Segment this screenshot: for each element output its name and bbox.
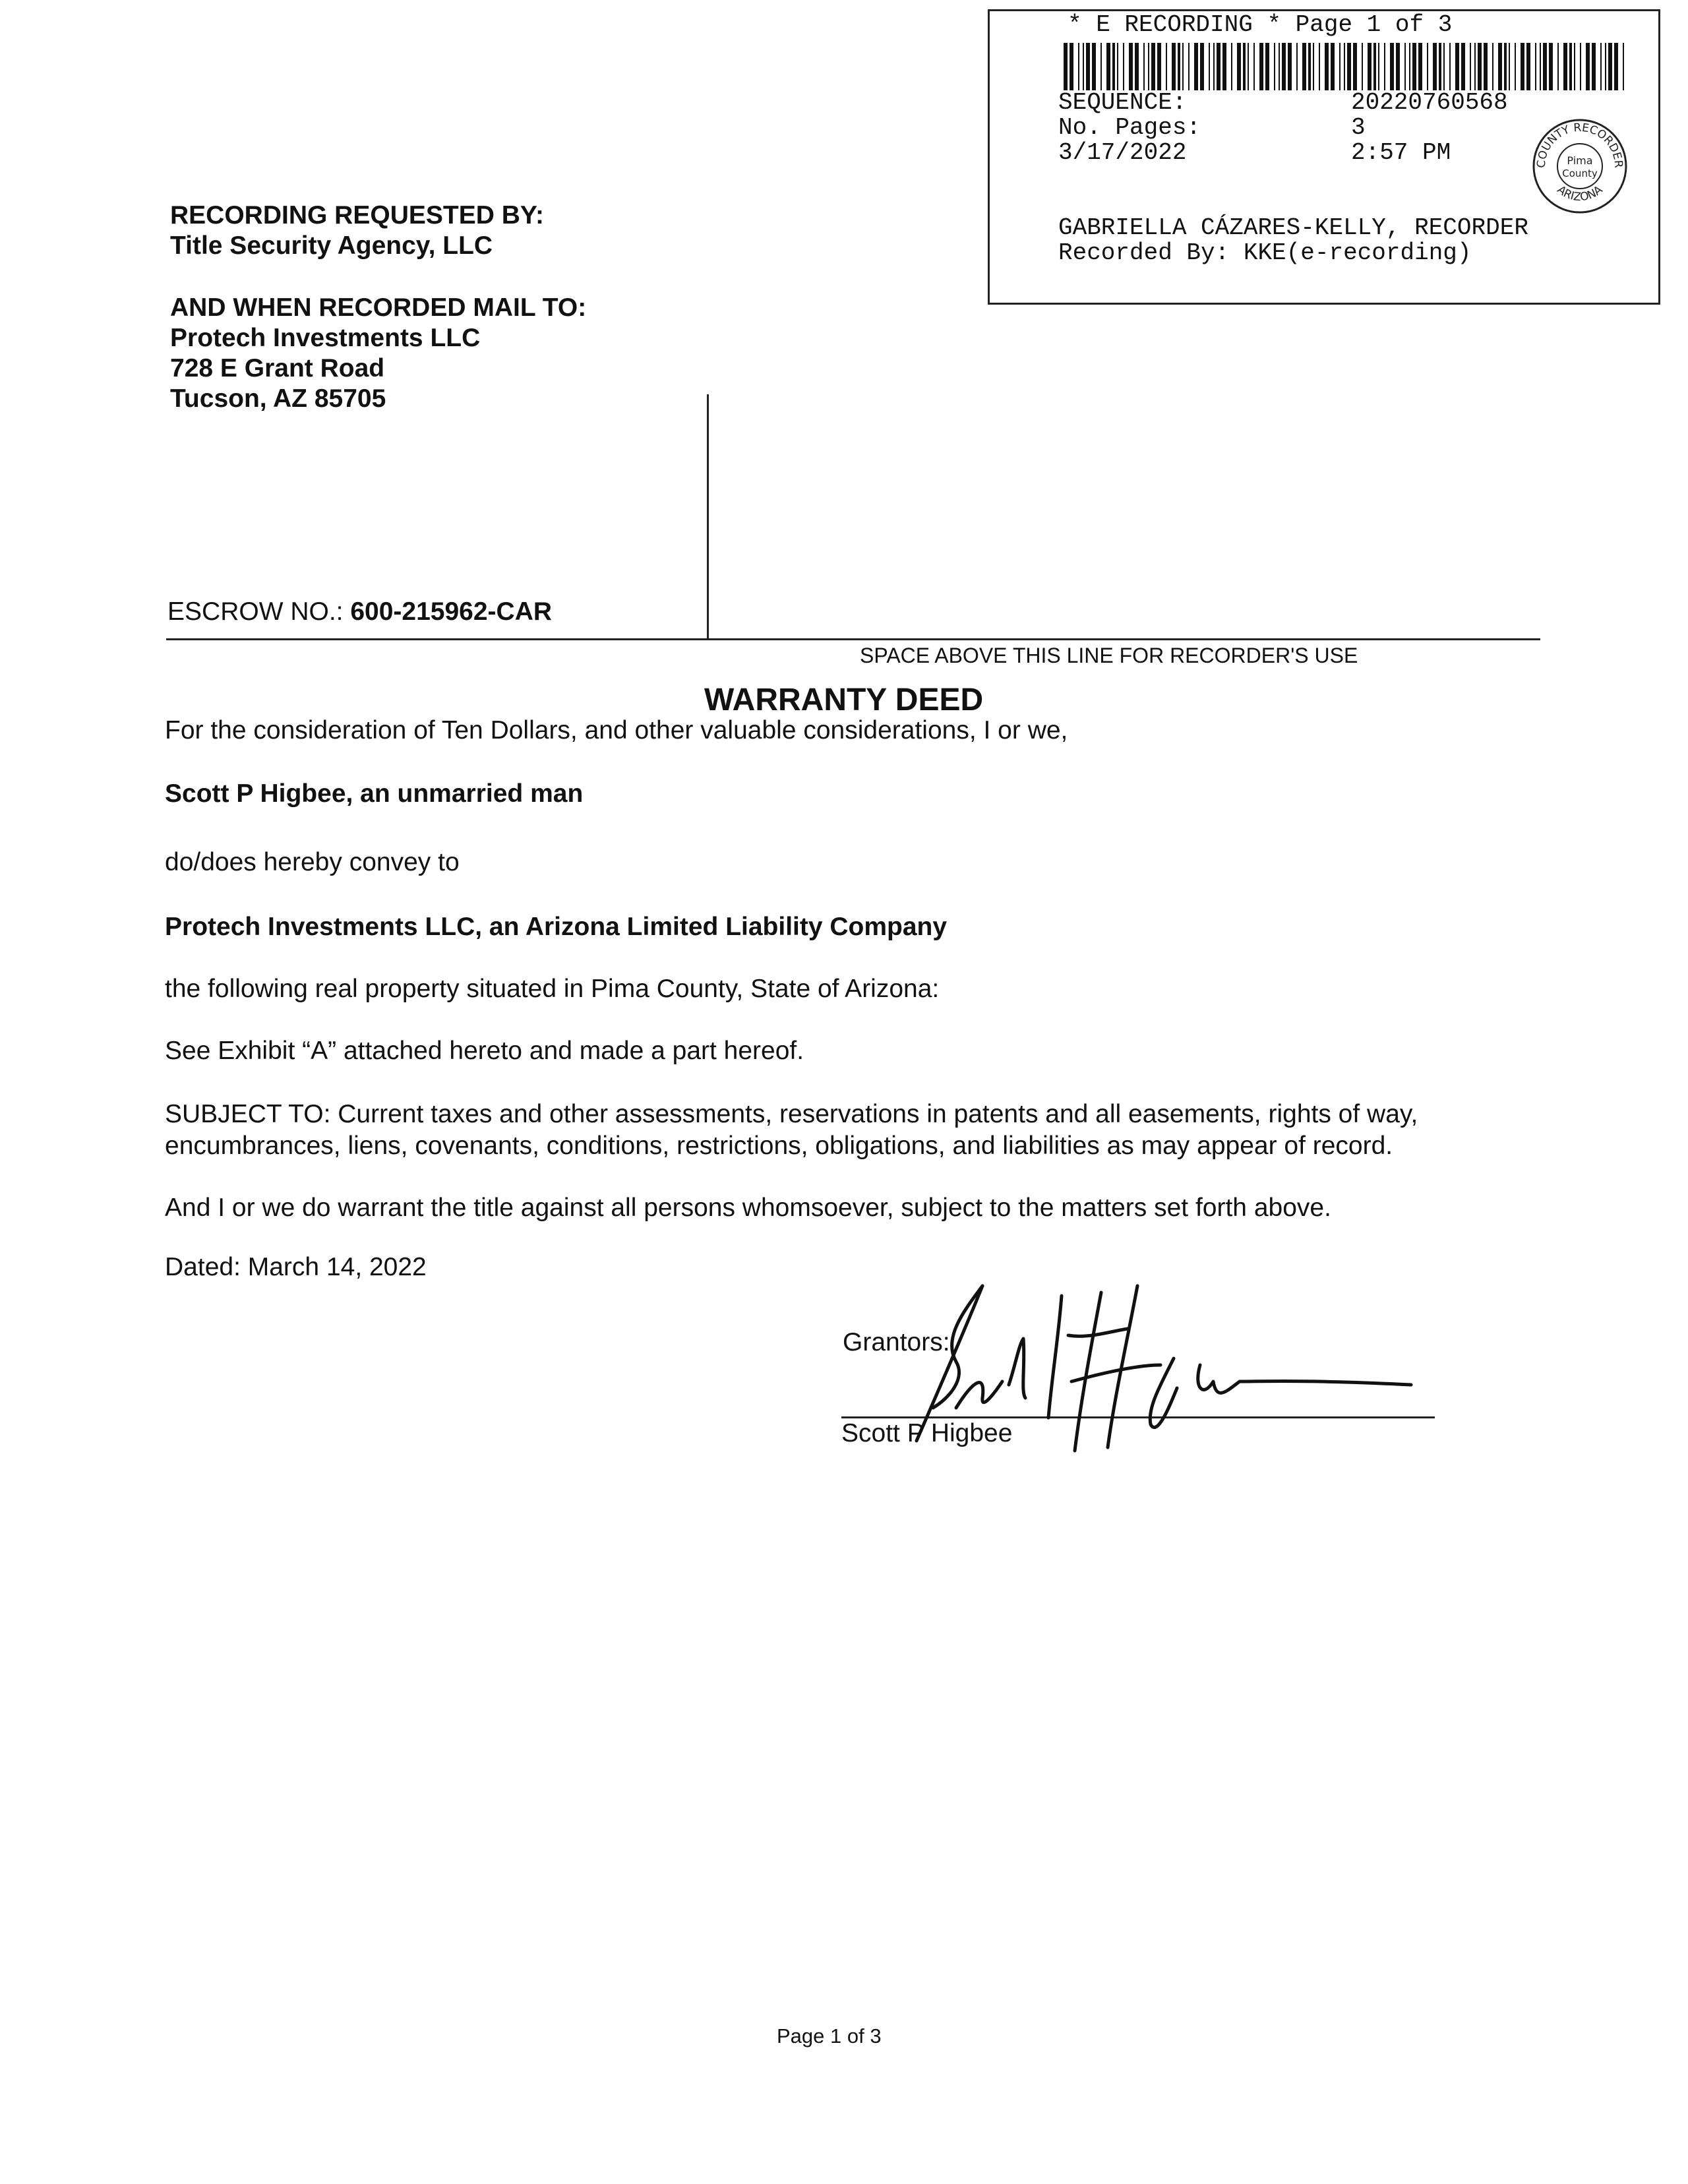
- barcode-bar: [1404, 43, 1406, 90]
- barcode-bar: [1100, 43, 1102, 90]
- barcode-bar: [1064, 43, 1068, 90]
- barcode-bar: [1296, 43, 1298, 90]
- barcode-bar: [1492, 43, 1493, 90]
- barcode-bar: [1151, 43, 1155, 90]
- escrow-line: [167, 597, 552, 626]
- barcode-bar: [1461, 43, 1465, 90]
- barcode-bar: [1347, 43, 1351, 90]
- escrow-number: 600-215962-CAR: [350, 597, 553, 626]
- exhibit-text: See Exhibit “A” attached hereto and made a part hereof.: [165, 1037, 804, 1065]
- seal-bottom-text: ARIZONA: [1554, 183, 1606, 204]
- property-text: the following real property situated in Pima County, State of Arizona:: [165, 975, 940, 1003]
- mail-to-name: Protech Investments LLC: [170, 324, 481, 352]
- barcode-bar: [1586, 43, 1590, 90]
- barcode-bar: [1222, 43, 1226, 90]
- barcode-bar: [1433, 43, 1437, 90]
- barcode-bar: [1265, 43, 1269, 90]
- barcode-bar: [1353, 43, 1357, 90]
- barcode-bar: [1339, 43, 1341, 90]
- escrow-label: ESCROW NO.:: [167, 597, 344, 626]
- barcode-bar: [1070, 43, 1073, 90]
- barcode-bar: [1557, 43, 1559, 90]
- consideration-text: For the consideration of Ten Dollars, and other valuable considerations, I or we,: [165, 716, 1068, 744]
- barcode-bar: [1078, 43, 1079, 90]
- barcode-bar: [1217, 43, 1221, 90]
- barcode-bar: [1443, 43, 1445, 90]
- barcode-bar: [1470, 43, 1471, 90]
- deed-title: WARRANTY DEED: [704, 682, 984, 717]
- barcode-bar: [1526, 43, 1530, 90]
- grantee-text: Protech Investments LLC, an Arizona Limited Liability Company: [165, 913, 948, 941]
- barcode-bar: [1188, 43, 1190, 90]
- barcode-bar: [1182, 43, 1184, 90]
- barcode-bar: [1455, 43, 1459, 90]
- dated-line: [165, 1253, 427, 1282]
- barcode-bar: [1540, 43, 1541, 90]
- barcode-bar: [1535, 43, 1536, 90]
- barcode-bar: [1259, 43, 1263, 90]
- county-seal-icon: [1530, 117, 1629, 216]
- barcode-bar: [1418, 43, 1422, 90]
- barcode-bar: [1439, 43, 1441, 90]
- pages-label: No. Pages:: [1058, 114, 1201, 141]
- barcode-bar: [1243, 43, 1246, 90]
- barcode-bar: [1148, 43, 1149, 90]
- barcode-bar: [1086, 43, 1090, 90]
- barcode-bar: [1344, 43, 1345, 90]
- barcode-bar: [1302, 43, 1306, 90]
- barcode-bar: [1282, 43, 1286, 90]
- barcode-bar: [1504, 43, 1507, 90]
- barcode-bar: [1288, 43, 1292, 90]
- barcode-bar: [1605, 43, 1606, 90]
- barcode-bar: [1563, 43, 1567, 90]
- barcode-bar: [1569, 43, 1572, 90]
- barcode-bar: [1574, 43, 1575, 90]
- barcode-bar: [1209, 43, 1210, 90]
- recorder-space-rule: [166, 638, 1540, 640]
- barcode-bar: [1237, 43, 1241, 90]
- stamp-title: * E RECORDING * Page 1 of 3: [1068, 11, 1453, 38]
- barcode-bar: [1543, 43, 1547, 90]
- barcode-bar: [1172, 43, 1176, 90]
- barcode-bar: [1498, 43, 1502, 90]
- barcode-bar: [1200, 43, 1204, 90]
- recorded-by: Recorded By: KKE(e-recording): [1058, 239, 1472, 266]
- pages-value: 3: [1351, 114, 1366, 141]
- barcode-bar: [1412, 43, 1416, 90]
- recorder-name: GABRIELLA CÁZARES-KELLY, RECORDER: [1058, 214, 1528, 241]
- barcode-bar: [1112, 43, 1115, 90]
- requested-by-label: RECORDING REQUESTED BY:: [170, 201, 544, 229]
- barcode-bar: [1373, 43, 1376, 90]
- barcode-bar: [1313, 43, 1314, 90]
- barcode-bar: [1166, 43, 1167, 90]
- barcode-bar: [1331, 43, 1335, 90]
- barcode-bar: [1478, 43, 1482, 90]
- barcode-bar: [1248, 43, 1249, 90]
- barcode-bar: [1396, 43, 1400, 90]
- barcode-bar: [1378, 43, 1379, 90]
- barcode-bar: [1274, 43, 1275, 90]
- barcode-bar: [1368, 43, 1372, 90]
- barcode-bar: [1143, 43, 1145, 90]
- barcode-bar: [1608, 43, 1612, 90]
- mail-to-street: 728 E Grant Road: [170, 354, 385, 382]
- barcode-bar: [1592, 43, 1596, 90]
- barcode-bar: [1427, 43, 1428, 90]
- barcode-bar: [1178, 43, 1180, 90]
- barcode-bar: [1325, 43, 1329, 90]
- subject-to-line-1: SUBJECT TO: Current taxes and other assessments, reservations in patents and all easements, rights of way,: [165, 1100, 1418, 1128]
- convey-text: do/does hereby convey to: [165, 848, 460, 876]
- recorded-date: 3/17/2022: [1058, 139, 1187, 166]
- seal-center-line1: Pima: [1567, 154, 1593, 167]
- barcode-bar: [1409, 43, 1410, 90]
- sequence-label: SEQUENCE:: [1058, 89, 1187, 116]
- barcode-bar: [1614, 43, 1618, 90]
- vertical-divider: [707, 394, 709, 640]
- mail-to-label: AND WHEN RECORDED MAIL TO:: [170, 293, 587, 322]
- barcode-bar: [1515, 43, 1516, 90]
- handwritten-signature: [910, 1266, 1437, 1464]
- barcode-bar: [1213, 43, 1215, 90]
- barcode-bar: [1580, 43, 1581, 90]
- barcode-bar: [1129, 43, 1133, 90]
- barcode-bar: [1549, 43, 1553, 90]
- dated-label: Dated:: [165, 1253, 241, 1281]
- barcode-bar: [1157, 43, 1161, 90]
- barcode-bar: [1600, 43, 1602, 90]
- barcode-bar: [1083, 43, 1084, 90]
- grantors-label: Grantors:: [843, 1328, 950, 1356]
- barcode-bar: [1092, 43, 1096, 90]
- seal-top-text: COUNTY RECORDER: [1534, 121, 1625, 169]
- barcode-bar: [1521, 43, 1524, 90]
- barcode-bar: [1623, 43, 1624, 90]
- barcode: [1064, 43, 1625, 90]
- barcode-bar: [1231, 43, 1232, 90]
- mail-to-city: Tucson, AZ 85705: [170, 384, 386, 413]
- barcode-bar: [1123, 43, 1124, 90]
- grantor-text: Scott P Higbee, an unmarried man: [165, 779, 584, 808]
- barcode-bar: [1390, 43, 1394, 90]
- recorded-time: 2:57 PM: [1351, 139, 1451, 166]
- barcode-bar: [1279, 43, 1280, 90]
- barcode-bar: [1253, 43, 1255, 90]
- barcode-bar: [1117, 43, 1118, 90]
- barcode-bar: [1106, 43, 1110, 90]
- barcode-bar: [1308, 43, 1311, 90]
- recorder-use-note: SPACE ABOVE THIS LINE FOR RECORDER'S USE: [860, 644, 1358, 667]
- barcode-bar: [1509, 43, 1510, 90]
- page-number: Page 1 of 3: [777, 2024, 882, 2048]
- sequence-value: 20220760568: [1351, 89, 1508, 116]
- dated-value: March 14, 2022: [247, 1253, 427, 1281]
- barcode-bar: [1362, 43, 1363, 90]
- barcode-bar: [1484, 43, 1488, 90]
- subject-to-line-2: encumbrances, liens, covenants, conditions, restrictions, obligations, and liabilities as may appear of record.: [165, 1132, 1393, 1160]
- recording-stamp: [988, 9, 1660, 305]
- warrant-text: And I or we do warrant the title against all persons whomsoever, subject to the matters set forth above.: [165, 1194, 1331, 1222]
- barcode-bar: [1194, 43, 1198, 90]
- barcode-bar: [1319, 43, 1320, 90]
- seal-center-line2: County: [1562, 167, 1598, 179]
- barcode-bar: [1135, 43, 1139, 90]
- barcode-bar: [1449, 43, 1451, 90]
- grantor-printed-name: Scott P Higbee: [841, 1419, 1013, 1447]
- barcode-bar: [1384, 43, 1385, 90]
- barcode-bar: [1474, 43, 1476, 90]
- requested-by-name: Title Security Agency, LLC: [170, 231, 493, 260]
